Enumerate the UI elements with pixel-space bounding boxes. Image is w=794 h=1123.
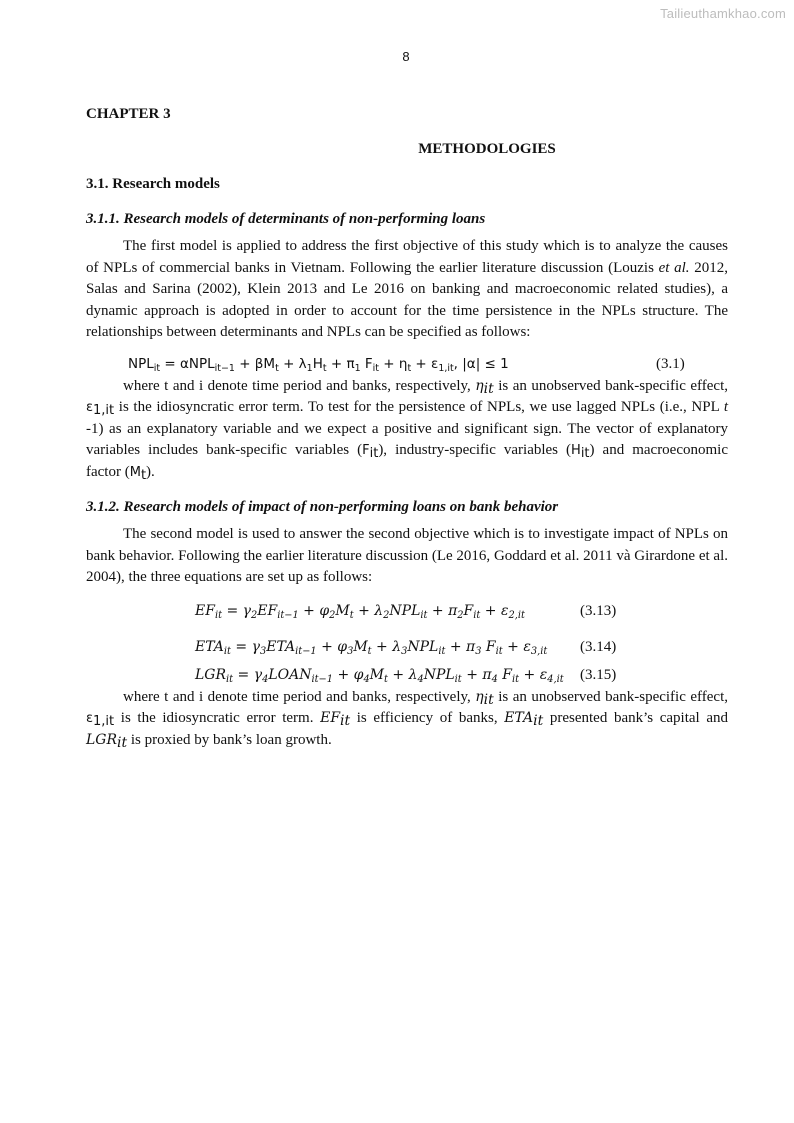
equation-3-13 — [86, 599, 728, 623]
subsection-heading-3-1-2: 3.1.2. Research models of impact of non-performing loans on bank behavior — [86, 499, 559, 515]
equation-3-1-expression: $NPL_{it} = \alpha NPL_{it-1} + \beta M_t + \lambda_1H_t + \pi_1$ $F_{it} + \eta_t + \varepsilon_{1,it}$, |α| ≤ 1 — [128, 355, 509, 374]
chapter-title: METHODOLOGIES — [418, 141, 556, 157]
document-body — [86, 103, 728, 751]
equation-3-15-number: (3.15) — [580, 666, 617, 683]
equation-3-14 — [86, 635, 728, 659]
equation-3-13-number: (3.13) — [580, 602, 617, 619]
paragraph-1: The first model is applied to address the first objective of this study which is to analyze the causes of NPLs of commercial banks in Vietnam. Following the earlier literature discussion (Louzis et al. 2012, Salas and Sarina (2002), Klein 2013 and Le 2016 on banking and macroeconomic related studies), a dynamic approach is adopted in order to account for the time persistence in the NPLs structure. The relationships between determinants and NPLs can be specified as follows: — [86, 238, 728, 340]
paragraph-2: where t and i denote time period and banks, respectively, $\eta_{it}$ is an unobserved bank-specific effect, $\varepsilon_{1,it}$ is the idiosyncratic error term. To test for the persistence of NPLs, we use lagged NPLs (i.e., NPL t -1) as an explanatory variable and we expect a positive and significant sign. The vector of explanatory variables includes bank-specific variables $(F_{it})$, industry-specific variables $(H_{it})$ and macroeconomic factor $(M_t)$. — [86, 377, 728, 483]
equation-3-14-expression: $ETA_{it} = \gamma_3ETA_{it-1} + \varphi_3M_t + \lambda_3NPL_{it} + \pi_3$ $F_{it} + \varepsilon_{3,it}$ — [195, 638, 548, 657]
equation-3-15-expression: $LGR_{it}$ = $\gamma_4LOAN_{it-1} + \varphi_4M_t + \lambda_4NPL_{it} + \pi_4$ $F_{it} + \varepsilon_{4,it}$ — [195, 666, 564, 685]
equation-3-15 — [86, 663, 728, 687]
page-number: 8 — [402, 49, 410, 64]
equation-3-13-expression: $EF_{it} = \gamma_2EF_{it-1} + \varphi_2M_t + \lambda_2NPL_{it} + \pi_2F_{it} + \varepsilon_{2,it}$ — [195, 602, 525, 621]
paragraph-3: The second model is used to answer the second objective which is to investigate impact of NPLs on bank behavior. Following the earlier literature discussion (Le 2016, Goddard et al. 2011 và Girardone et al. 2004), the three equations are set up as follows: — [86, 526, 728, 585]
equation-3-1-number: (3.1) — [656, 355, 685, 372]
subsection-heading-3-1-1: 3.1.1. Research models of determinants of non-performing loans — [86, 211, 486, 227]
equation-3-1 — [86, 352, 728, 376]
section-heading-3-1: 3.1. Research models — [86, 176, 220, 192]
chapter-heading: CHAPTER 3 — [86, 106, 171, 122]
paragraph-4: where t and i denote time period and banks, respectively, $\eta_{it}$ is an unobserved bank-specific effect, $\varepsilon_{1,it}$ is the idiosyncratic error term. $EF_{it}$ is efficiency of banks, $ETA_{it}$ presented bank’s capital and $LGR_{it}$ is proxied by bank’s loan growth. — [86, 688, 728, 751]
watermark: Tailieuthamkhao.com — [660, 6, 786, 21]
equation-3-14-number: (3.14) — [580, 638, 617, 655]
